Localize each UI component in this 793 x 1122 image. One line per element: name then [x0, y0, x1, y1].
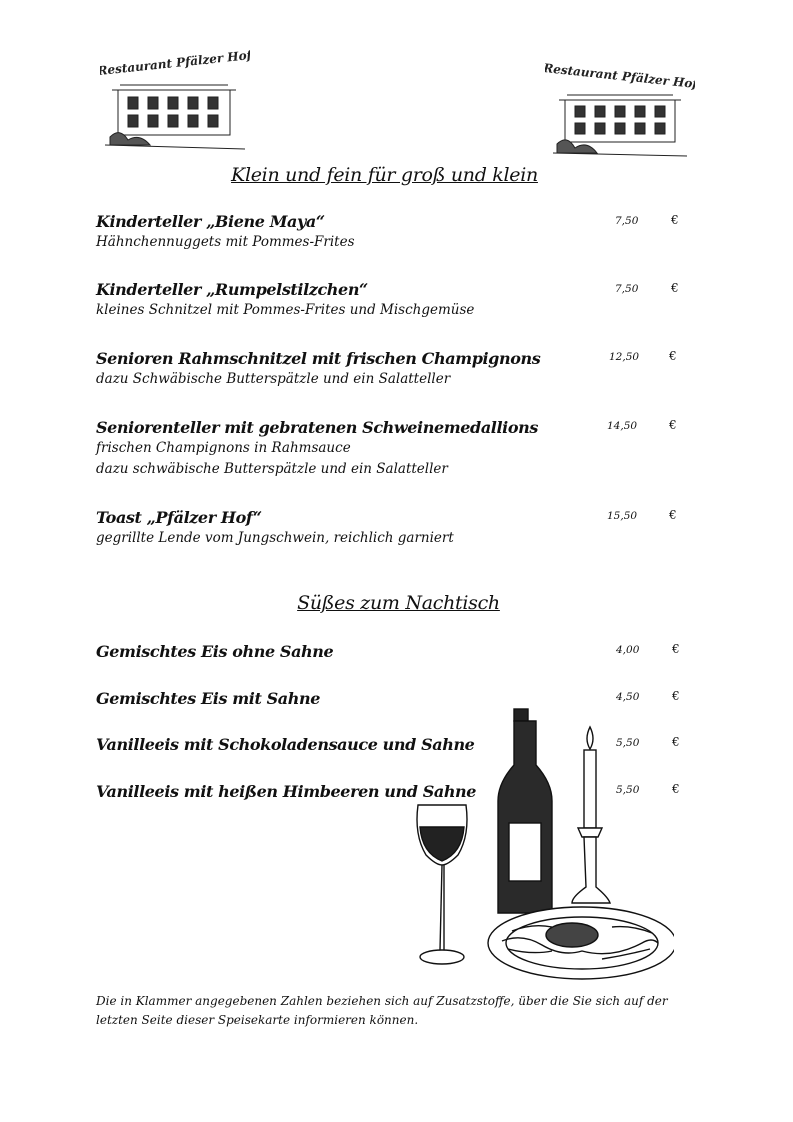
currency-symbol: €: [672, 782, 680, 796]
item-desc: dazu Schwäbische Butterspätzle und ein Salatteller: [96, 371, 451, 387]
logo-text: Restaurant Pfälzer Hof: [100, 47, 250, 79]
item-desc: Hähnchennuggets mit Pommes-Frites: [96, 234, 355, 250]
item-price: 15,50: [607, 510, 638, 522]
item-desc: frischen Champignons in Rahmsauce: [96, 440, 351, 456]
item-price: 7,50: [615, 215, 639, 227]
item-name: Kinderteller „Rumpelstilzchen“: [96, 280, 368, 299]
section-title-desserts: Süßes zum Nachtisch: [297, 592, 500, 614]
currency-symbol: €: [671, 281, 679, 295]
item-name: Seniorenteller mit gebratenen Schweinemedallions: [96, 418, 538, 437]
item-desc: dazu schwäbische Butterspätzle und ein Salatteller: [96, 461, 448, 477]
menu-item: [96, 508, 696, 549]
item-price: 7,50: [615, 283, 639, 295]
menu-item: [96, 212, 696, 253]
item-desc: gegrillte Lende vom Jungschwein, reichlich garniert: [96, 530, 454, 546]
item-name: Toast „Pfälzer Hof“: [96, 508, 262, 527]
currency-symbol: €: [672, 689, 680, 703]
logo-text: Restaurant Pfälzer Hof: [545, 60, 695, 92]
menu-item: [96, 418, 696, 480]
currency-symbol: €: [669, 508, 677, 522]
menu-item: [96, 349, 696, 390]
section-title-kids-seniors: Klein und fein für groß und klein: [231, 164, 538, 186]
item-name: Senioren Rahmschnitzel mit frischen Champignons: [96, 349, 541, 368]
currency-symbol: €: [672, 735, 680, 749]
currency-symbol: €: [669, 349, 677, 363]
item-name: Vanilleeis mit heißen Himbeeren und Sahne: [96, 782, 477, 801]
item-name: Gemischtes Eis mit Sahne: [96, 689, 320, 708]
restaurant-logo-right: [545, 58, 695, 163]
item-name: Kinderteller „Biene Maya“: [96, 212, 325, 231]
item-name: Vanilleeis mit Schokoladensauce und Sahne: [96, 735, 475, 754]
item-desc: kleines Schnitzel mit Pommes-Frites und Mischgemüse: [96, 302, 475, 318]
item-price: 12,50: [609, 351, 640, 363]
item-name: Gemischtes Eis ohne Sahne: [96, 642, 334, 661]
currency-symbol: €: [672, 642, 680, 656]
item-price: 14,50: [607, 420, 638, 432]
currency-symbol: €: [671, 213, 679, 227]
item-price: 4,00: [616, 644, 640, 656]
footnote-additives: Die in Klammer angegebenen Zahlen beziehen sich auf Zusatzstoffe, über die Sie sich auf der letzten Seite dieser Speisekarte informieren können.: [96, 994, 668, 1027]
item-price: 5,50: [616, 784, 640, 796]
item-price: 5,50: [616, 737, 640, 749]
restaurant-logo-left: [100, 45, 250, 160]
menu-item: [96, 280, 696, 321]
item-price: 4,50: [616, 691, 640, 703]
menu-item: [96, 642, 696, 662]
currency-symbol: €: [669, 418, 677, 432]
wine-candle-plate-illustration: [412, 705, 674, 987]
